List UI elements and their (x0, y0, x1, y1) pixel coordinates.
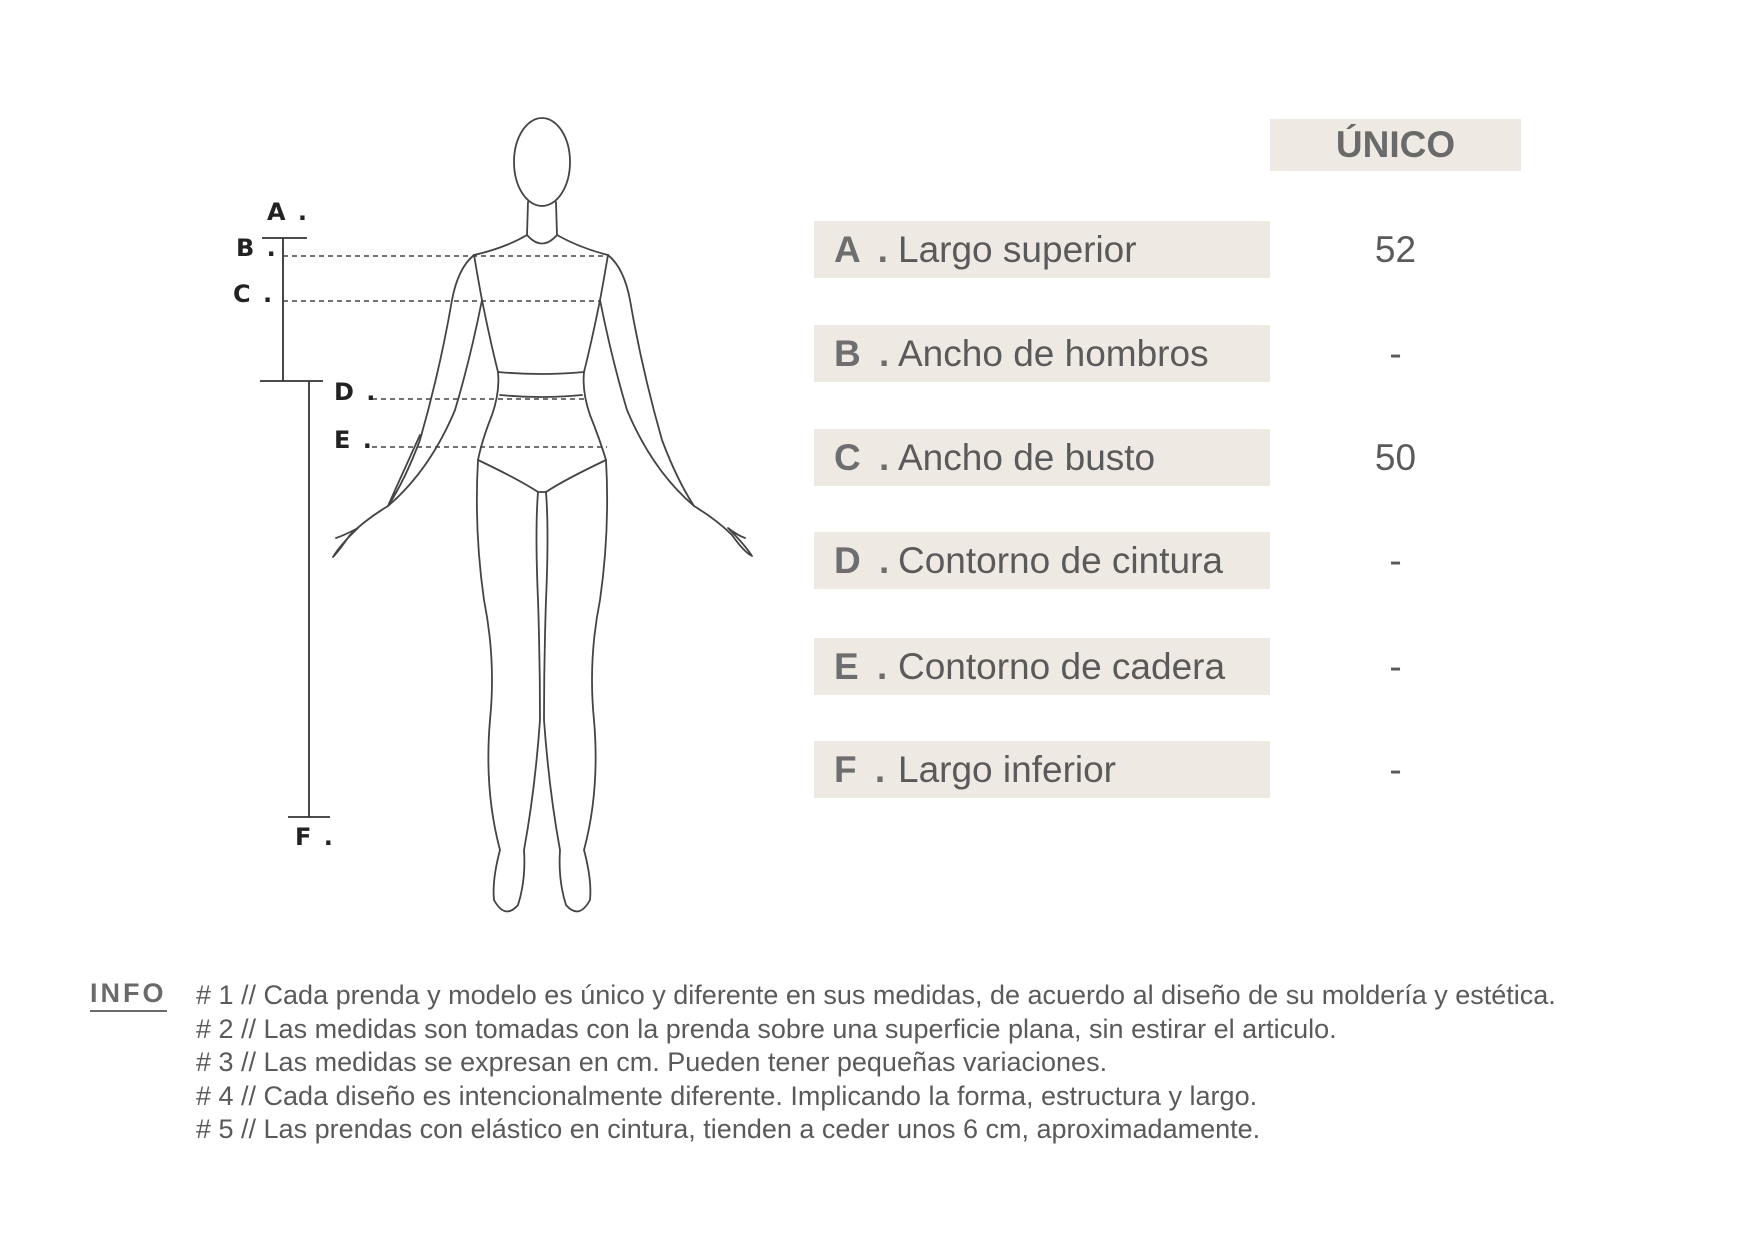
measurement-dotted-lines (283, 256, 607, 447)
mannequin-neck (527, 202, 557, 235)
size-column-header: ÚNICO (1270, 119, 1521, 171)
figure-label-a: A . (267, 198, 310, 226)
row-letter: B . (834, 332, 894, 374)
info-note: # 5 // Las prendas con elástico en cintura, tienden a ceder unos 6 cm, aproximadamente. (196, 1114, 1261, 1144)
row-label-e (814, 638, 1270, 695)
figure-label-f: F . (295, 823, 335, 851)
info-note: # 1 // Cada prenda y modelo es único y diferente en sus medidas, de acuerdo al diseño de su moldería y estética. (196, 980, 1556, 1010)
row-letter: A . (834, 228, 892, 270)
row-value-c: 50 (1374, 436, 1417, 478)
mannequin-right-arm (608, 255, 752, 556)
figure-label-d: D . (334, 378, 378, 406)
info-note: # 3 // Las medidas se expresan en cm. Pueden tener pequeñas variaciones. (196, 1047, 1108, 1077)
row-letter: E . (834, 645, 892, 687)
row-letter: D . (834, 539, 894, 581)
info-note: # 2 // Las medidas son tomadas con la prenda sobre una superficie plana, sin estirar el articulo. (196, 1013, 1337, 1044)
row-label-b (814, 325, 1270, 382)
row-letter: F . (834, 748, 890, 790)
measurement-guides (260, 238, 330, 817)
info-notes (196, 979, 1726, 1147)
row-name: Ancho de hombros (898, 332, 1209, 374)
row-value-a: 52 (1374, 228, 1417, 270)
row-value-b: - (1389, 332, 1402, 374)
figure-label-c: C . (233, 280, 275, 308)
mannequin-outline (333, 118, 752, 911)
row-label-f (814, 741, 1270, 798)
row-name: Contorno de cadera (898, 645, 1226, 687)
mannequin-head (514, 118, 570, 206)
row-value-d: - (1389, 539, 1402, 581)
mannequin-right-leg (544, 460, 607, 911)
figure-label-e: E . (334, 426, 374, 454)
row-name: Largo inferior (898, 748, 1117, 790)
mannequin-waistband (498, 372, 584, 397)
mannequin-briefs (478, 460, 606, 492)
row-label-c (814, 429, 1270, 486)
figure-label-b: B . (236, 234, 278, 262)
mannequin-diagram (0, 0, 780, 930)
row-label-d (814, 532, 1270, 589)
row-letter: C . (834, 436, 894, 478)
info-title: INFO (90, 978, 167, 1012)
mannequin-torso (478, 300, 606, 460)
row-name: Ancho de busto (898, 436, 1156, 478)
row-value-e: - (1389, 645, 1402, 687)
row-label-a (814, 221, 1270, 278)
info-note: # 4 // Cada diseño es intencionalmente diferente. Implicando la forma, estructura y largo. (196, 1080, 1258, 1111)
measurement-labels (233, 198, 377, 851)
row-value-f: - (1389, 748, 1402, 790)
row-name: Largo superior (898, 228, 1137, 270)
row-name: Contorno de cintura (898, 539, 1223, 581)
mannequin-left-leg (477, 460, 540, 911)
